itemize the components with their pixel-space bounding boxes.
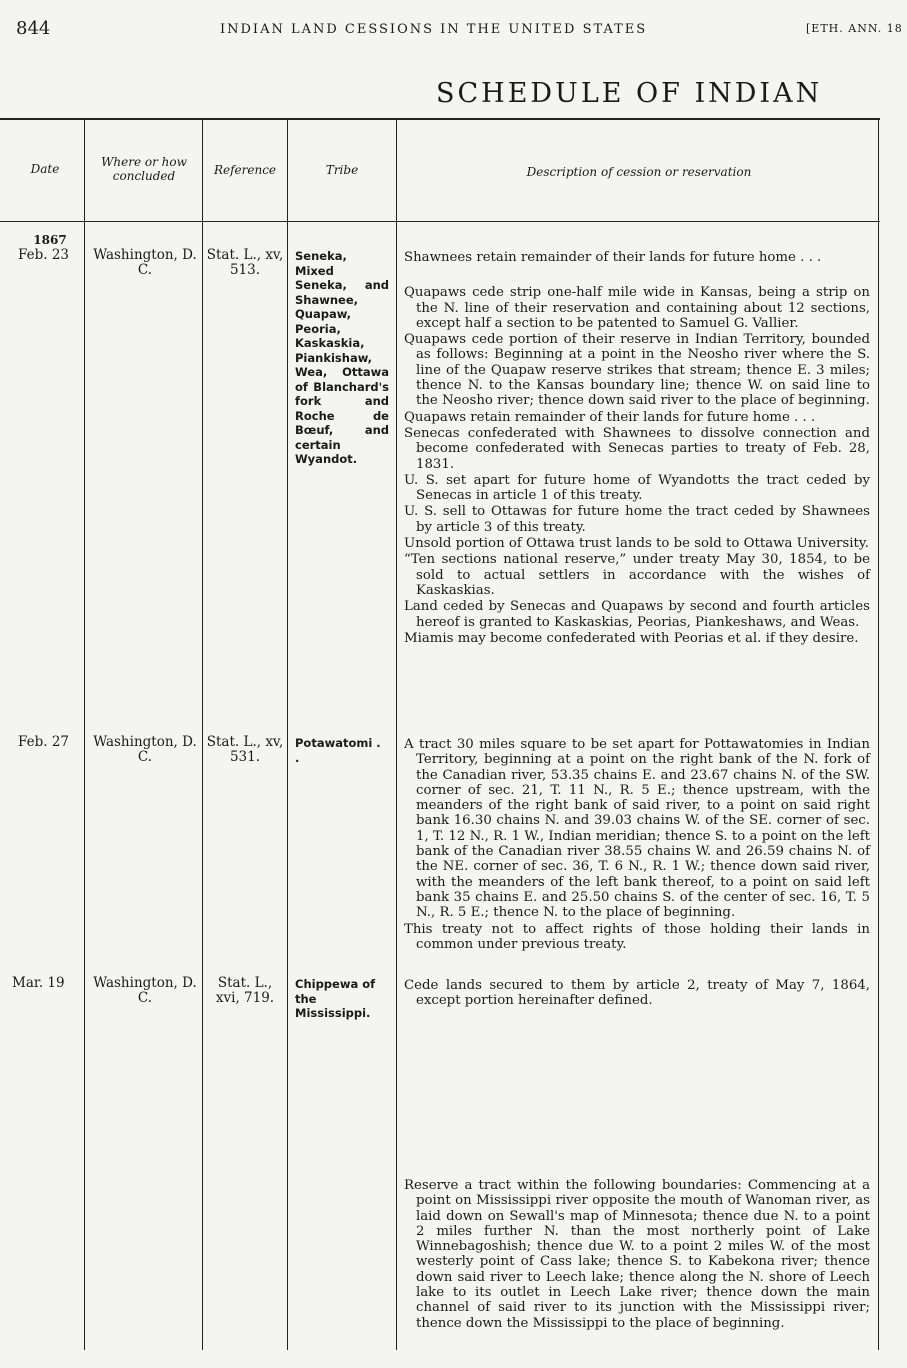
column-header-reference: Reference [213,163,277,177]
column-rule [84,120,85,1350]
column-header-description: Description of cession or reservation [526,165,752,179]
entry-date: Mar. 19 [12,975,65,991]
page-number: 844 [16,18,51,39]
description-paragraph: U. S. sell to Ottawas for future home the tract ceded by Shawnees by article 3 of this treaty. [404,504,870,535]
table-header-rule [0,221,880,222]
description-paragraph: Land ceded by Senecas and Quapaws by second and fourth articles hereof is granted to Kaskaskias, Peorias, Piankeshaws, and Weas. [404,599,870,630]
entry-reference: Stat. L., xvi, 719. [215,975,275,1006]
description-paragraph: Quapaws cede strip one-half mile wide in Kansas, being a strip on the N. line of their reservation and containing about 12 sections, except half a section to be patented to Samuel G. Vallier. [404,285,870,331]
entry-date: Feb. 27 [18,734,70,750]
description-paragraph: U. S. set apart for future home of Wyandotts the tract ceded by Senecas in article 1 of this treaty. [404,472,870,504]
entry-tribe: Potawatomi . . [295,736,381,765]
entry-reference: Stat. L., xv, 513. [206,247,284,278]
entry-tribe: Seneka, Mixed Seneka, and Shawnee, Quapaw, Peoria, Kaskaskia, Piankishaw, Wea, Ottawa of Blanchard's fork and Roche de Bœuf, and certain Wyandot. [295,249,389,466]
entry-where: Washington, D. C. [93,734,197,765]
running-head-right: [ETH. ANN. 18 [806,22,903,35]
entry-where: Washington, D. C. [93,975,197,1006]
description-paragraph: This treaty not to affect rights of those holding their lands in common under previous treaty. [404,921,870,952]
description-paragraph: A tract 30 miles square to be set apart for Pottawatomies in Indian Territory, beginning at a point on the right bank of the N. fork of the Canadian river, 53.35 chains E. and 23.67 chains N. of the SW. corner of sec. 21, T. 11 N., R. 5 E.; thence upstream, with the meanders of the right bank of said river, to a point on said right bank 16.30 chains N. and 39.03 chains W. of the SE. corner of sec. 1, T. 12 N., R. 1 W., Indian meridian; thence S. to a point on the left bank of the Canadian river 38.55 chains W. and 26.59 chains N. of the NE. corner of sec. 36, T. 6 N., R. 1 W.; thence down said river, with the meanders of the left bank thereof, to a point on said left bank 35 chains E. and 25.50 chains S. of the center of sec. 16, T. 5 N., R. 5 E.; thence N. to the place of beginning. [404,737,870,921]
entry-tribe: Chippewa of the Mississippi. [295,977,376,1020]
description-paragraph: Unsold portion of Ottawa trust lands to be sold to Ottawa University. [404,536,869,552]
entry-reference: Stat. L., xv, 531. [206,734,284,765]
entry-description [404,250,870,647]
entry-year: 1867 [33,233,67,247]
description-paragraph: Reserve a tract within the following boundaries: Commencing at a point on Mississippi river opposite the mouth of Wanoman river, as laid down on Sewall's map of Minnesota; thence due N. to a point 2 miles further N. than the most northerly point of Lake Winnebagoshish; thence due W. to a point 2 miles W. of the most westerly point of Cass lake; thence S. to Kabekona river; thence down said river to Leech lake; thence along the N. shore of Leech lake to its outlet in Leech Lake river; thence down the main channel of said river to its junction with the Mississippi river; thence down the Mississippi to the place of beginning. [404,1178,870,1331]
entry-date: Feb. 23 [18,247,70,263]
table-top-rule [0,118,880,120]
description-paragraph: Cede lands secured to them by article 2, treaty of May 7, 1864, except portion hereinafter defined. [404,978,870,1009]
schedule-title: SCHEDULE OF INDIAN [436,78,823,109]
description-paragraph: Shawnees retain remainder of their lands for future home . . . [404,250,822,265]
description-paragraph: Quapaws cede portion of their reserve in Indian Territory, bounded as follows: Beginning at a point in the Neosho river where the S. line of the Quapaw reserve strikes that stream; thence E. 3 miles; thence N. to the Kansas boundary line; thence W. on said line to the Neosho river; thence down said river to the place of beginning. [404,332,870,409]
entry-description [404,1178,870,1332]
column-rule [202,120,203,1350]
column-header-tribe: Tribe [325,163,359,177]
entry-description [404,737,870,953]
column-rule [287,120,288,1350]
column-header-date: Date [30,162,60,176]
column-rule [396,120,397,1350]
description-paragraph: Quapaws retain remainder of their lands for future home . . . [404,409,816,425]
description-paragraph: Miamis may become confederated with Peorias et al. if they desire. [404,630,859,646]
entry-description [404,978,870,1010]
column-header-where: Where or how concluded [101,155,187,183]
running-head [0,18,907,42]
column-rule [878,120,879,1350]
entry-where: Washington, D. C. [93,247,197,278]
description-paragraph: Senecas confederated with Shawnees to dissolve connection and become confederated with Senecas parties to treaty of Feb. 28, 1831. [404,425,870,472]
running-title: INDIAN LAND CESSIONS IN THE UNITED STATES [220,22,648,37]
description-paragraph: “Ten sections national reserve,” under treaty May 30, 1854, to be sold to actual settlers in accordance with the wishes of Kaskaskias. [404,552,870,598]
